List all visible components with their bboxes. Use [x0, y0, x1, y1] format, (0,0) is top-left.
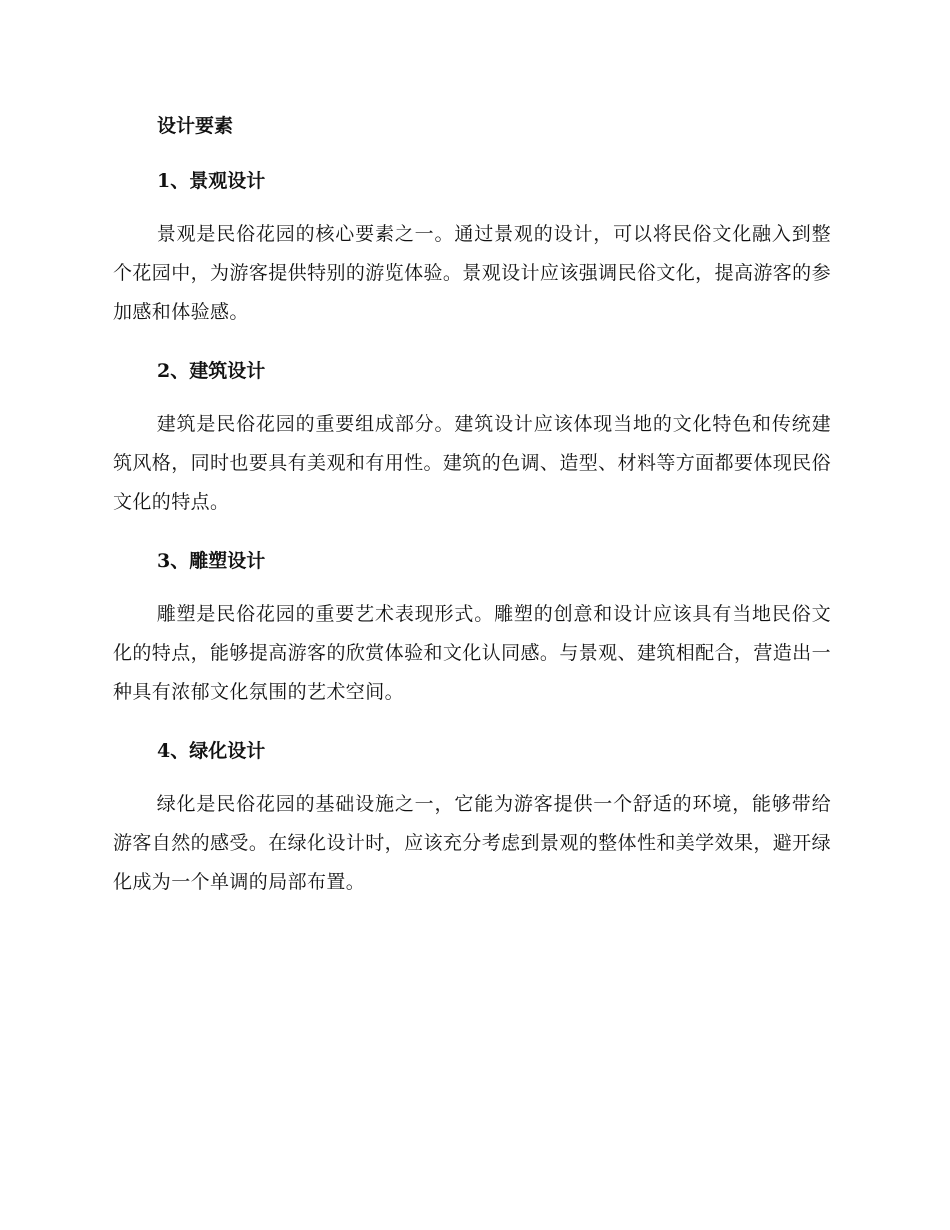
section-landscape-design: [113, 163, 831, 332]
document-page: [113, 108, 831, 923]
section-paragraph: 景观是民俗花园的核心要素之一。通过景观的设计，可以将民俗文化融入到整个花园中，为游客提供特别的游览体验。景观设计应该强调民俗文化，提高游客的参加感和体验感。: [113, 223, 831, 323]
section-greening-design: [113, 733, 831, 902]
section-paragraph: 绿化是民俗花园的基础设施之一，它能为游客提供一个舒适的环境，能够带给游客自然的感受。在绿化设计时，应该充分考虑到景观的整体性和美学效果，避开绿化成为一个单调的局部布置。: [113, 793, 831, 893]
section-heading: 3、雕塑设计: [157, 550, 266, 572]
section-paragraph: 建筑是民俗花园的重要组成部分。建筑设计应该体现当地的文化特色和传统建筑风格，同时也要具有美观和有用性。建筑的色调、造型、材料等方面都要体现民俗文化的特点。: [113, 413, 831, 513]
section-paragraph: 雕塑是民俗花园的重要艺术表现形式。雕塑的创意和设计应该具有当地民俗文化的特点，能够提高游客的欣赏体验和文化认同感。与景观、建筑相配合，营造出一种具有浓郁文化氛围的艺术空间。: [113, 603, 831, 703]
document-title: 设计要素: [157, 115, 234, 137]
section-architecture-design: [113, 353, 831, 522]
section-heading: 4、绿化设计: [157, 740, 266, 762]
section-heading: 2、建筑设计: [157, 360, 266, 382]
section-sculpture-design: [113, 543, 831, 712]
section-heading: 1、景观设计: [157, 170, 266, 192]
